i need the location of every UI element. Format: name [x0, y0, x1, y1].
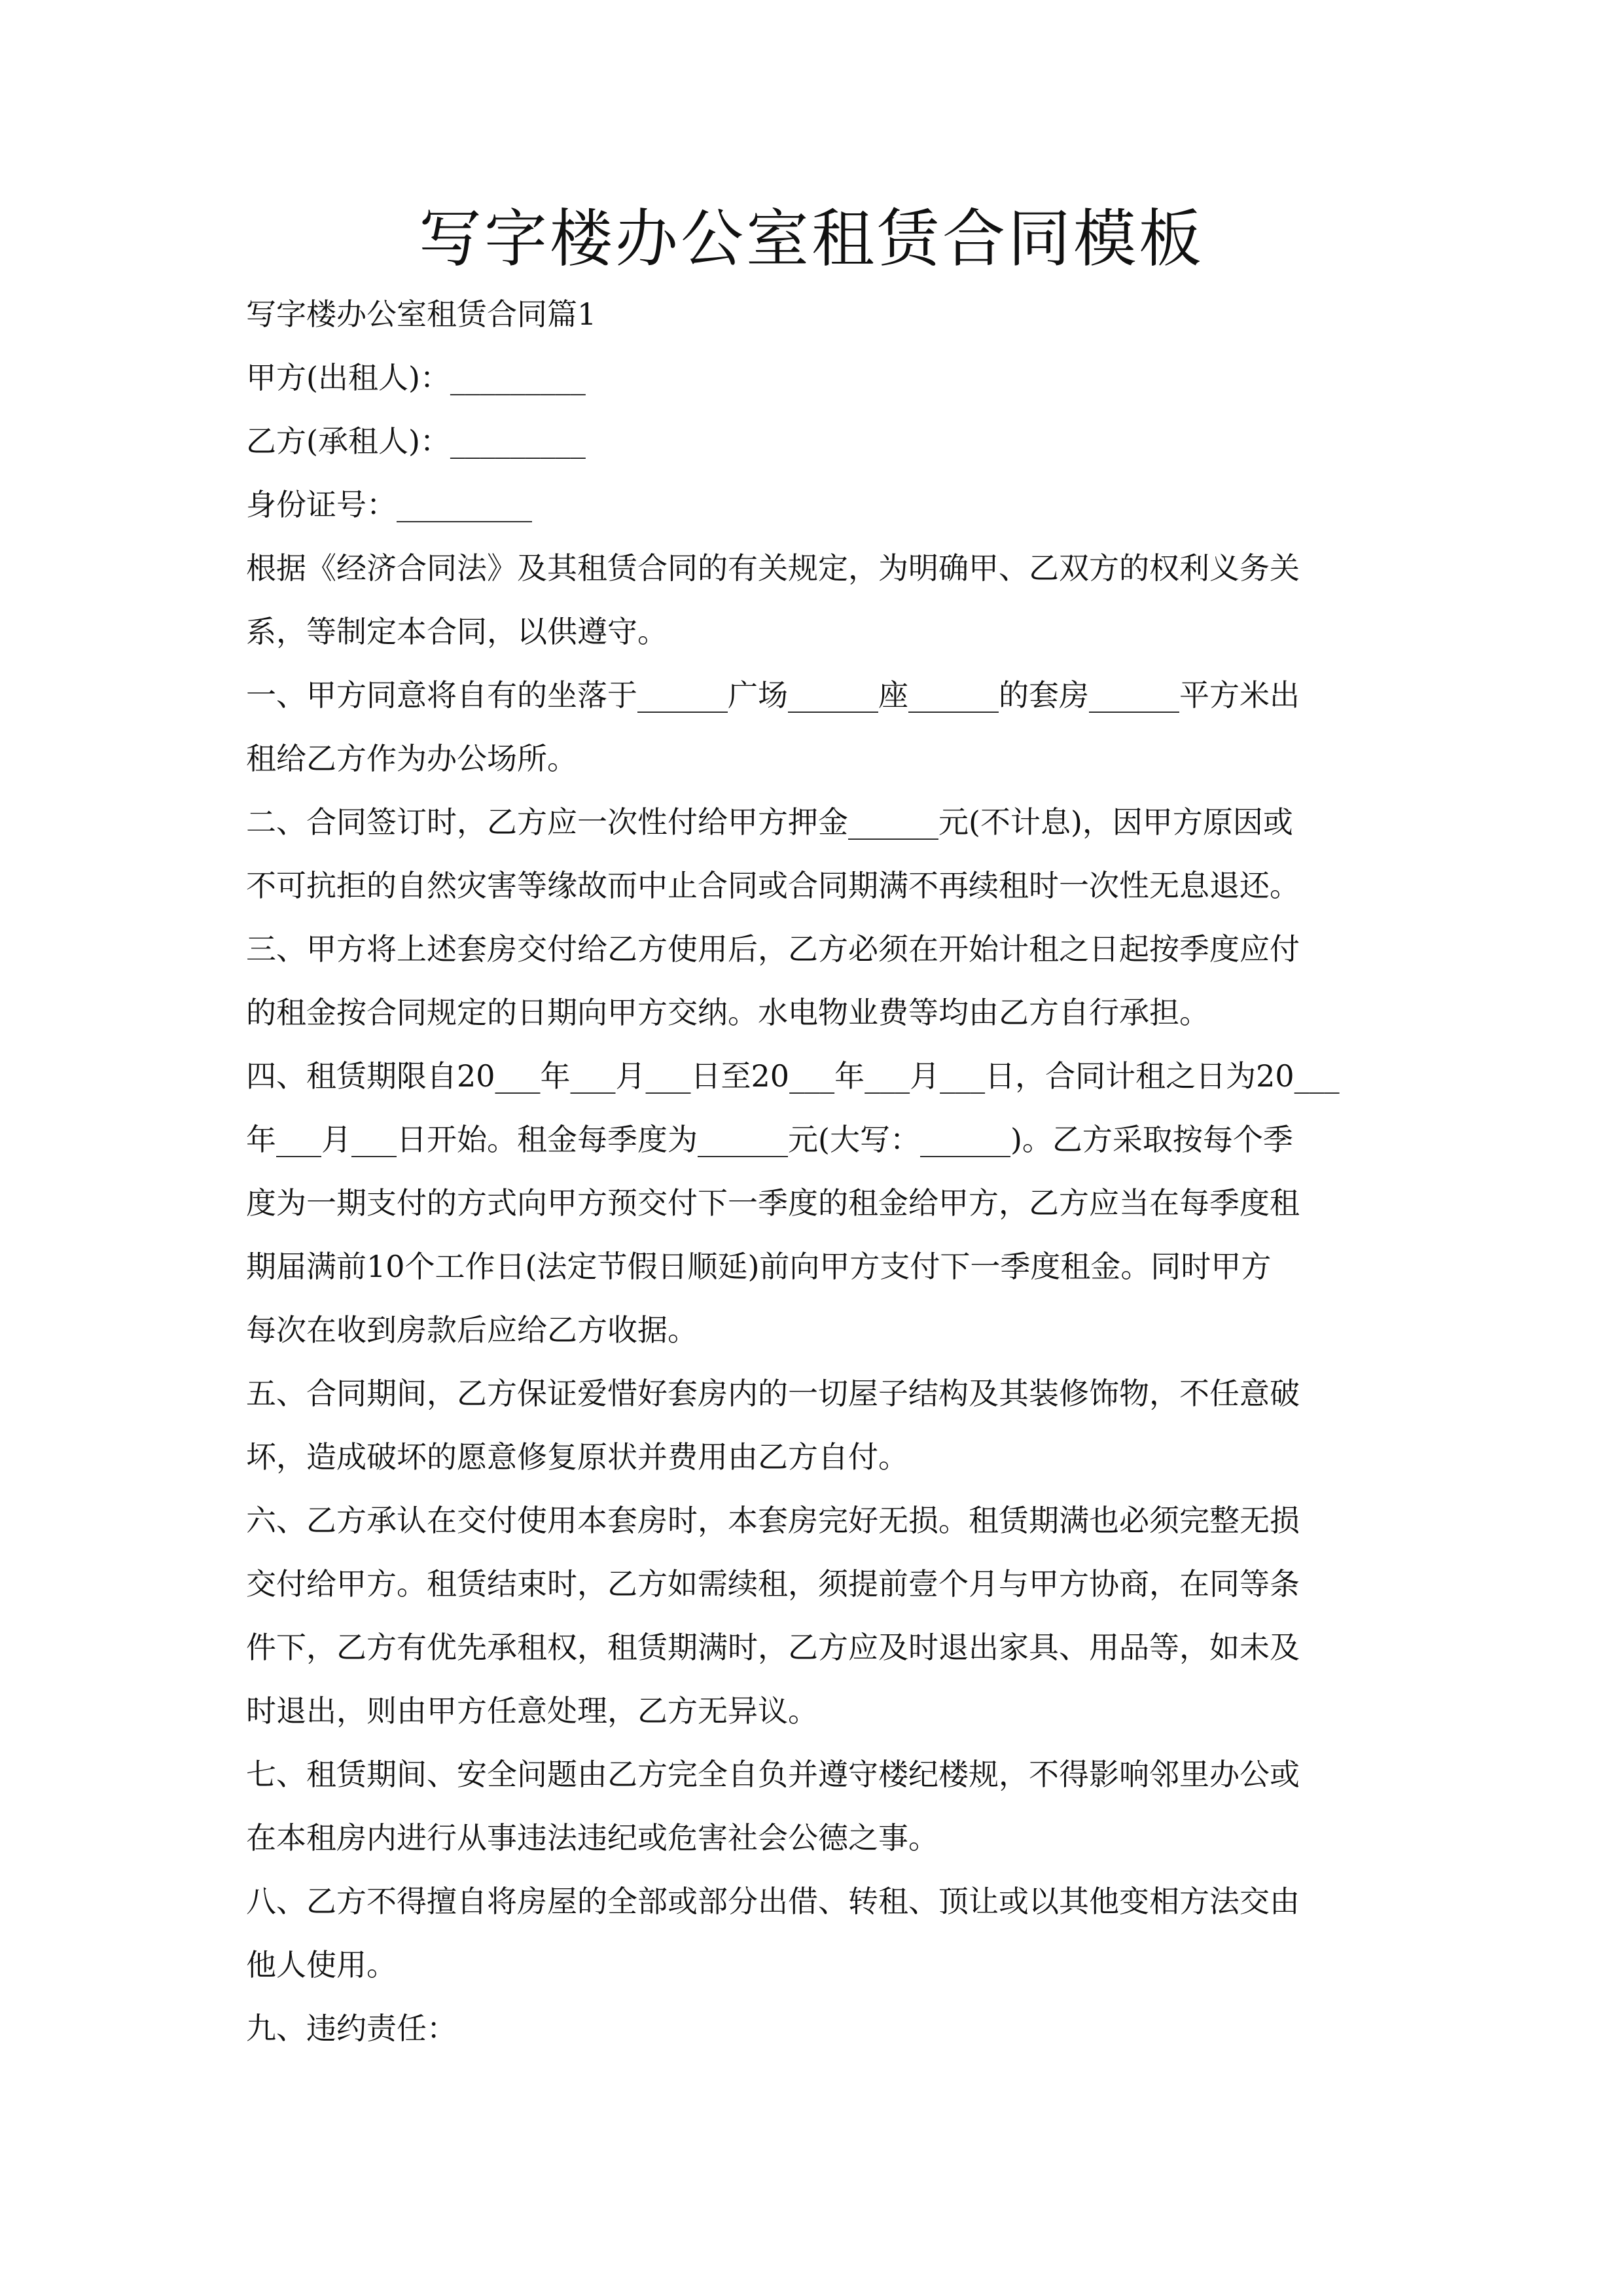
body-line: 一、甲方同意将自有的坐落于______广场______座______的套房______平方米出 [246, 677, 1300, 713]
body-line: 在本租房内进行从事违法违纪或危害社会公德之事。 [246, 1820, 938, 1856]
subheading: 写字楼办公室租赁合同篇1 [246, 296, 597, 332]
body-line: 根据《经济合同法》及其租赁合同的有关规定，为明确甲、乙双方的权利义务关 [246, 550, 1300, 586]
body-line: 二、合同签订时，乙方应一次性付给甲方押金______元(不计息)，因甲方原因或 [246, 804, 1293, 840]
body-line: 每次在收到房款后应给乙方收据。 [246, 1312, 698, 1348]
body-line: 四、租赁期限自20___年___月___日至20___年___月___日，合同计租之日为20___ [246, 1058, 1340, 1094]
body-line: 租给乙方作为办公场所。 [246, 741, 577, 776]
body-line: 三、甲方将上述套房交付给乙方使用后，乙方必须在开始计租之日起按季度应付 [246, 931, 1300, 967]
body-line: 五、合同期间，乙方保证爱惜好套房内的一切屋子结构及其装修饰物，不任意破 [246, 1376, 1300, 1411]
party-a-line: 甲方(出租人)：_________ [246, 360, 586, 395]
body-line: 件下，乙方有优先承租权，租赁期满时，乙方应及时退出家具、用品等，如未及 [246, 1630, 1300, 1665]
body-line: 不可抗拒的自然灾害等缘故而中止合同或合同期满不再续租时一次性无息退还。 [246, 868, 1300, 903]
body-line: 时退出，则由甲方任意处理，乙方无异议。 [246, 1693, 818, 1729]
body-line: 的租金按合同规定的日期向甲方交纳。水电物业费等均由乙方自行承担。 [246, 995, 1209, 1030]
body-line: 坏，造成破坏的愿意修复原状并费用由乙方自付。 [246, 1439, 908, 1475]
body-line: 年___月___日开始。租金每季度为______元(大写：______)。乙方采取按每个季 [246, 1122, 1293, 1157]
party-b-line: 乙方(承租人)：_________ [246, 423, 586, 459]
body-line: 七、租赁期间、安全问题由乙方完全自负并遵守楼纪楼规，不得影响邻里办公或 [246, 1757, 1300, 1792]
document-title: 写字楼办公室租赁合同模板 [419, 202, 1204, 276]
body-line: 九、违约责任： [246, 2011, 457, 2046]
document-body [246, 283, 1398, 2060]
body-line: 系，等制定本合同，以供遵守。 [246, 614, 668, 649]
body-line: 他人使用。 [246, 1947, 397, 1982]
body-line: 八、乙方不得擅自将房屋的全部或部分出借、转租、顶让或以其他变相方法交由 [246, 1884, 1300, 1919]
body-line: 交付给甲方。租赁结束时，乙方如需续租，须提前壹个月与甲方协商，在同等条 [246, 1566, 1300, 1602]
id-number-line: 身份证号：_________ [246, 487, 532, 522]
body-line: 期届满前10个工作日(法定节假日顺延)前向甲方支付下一季度租金。同时甲方 [246, 1249, 1272, 1284]
body-line: 度为一期支付的方式向甲方预交付下一季度的租金给甲方，乙方应当在每季度租 [246, 1185, 1300, 1221]
body-line: 六、乙方承认在交付使用本套房时，本套房完好无损。租赁期满也必须完整无损 [246, 1503, 1300, 1538]
